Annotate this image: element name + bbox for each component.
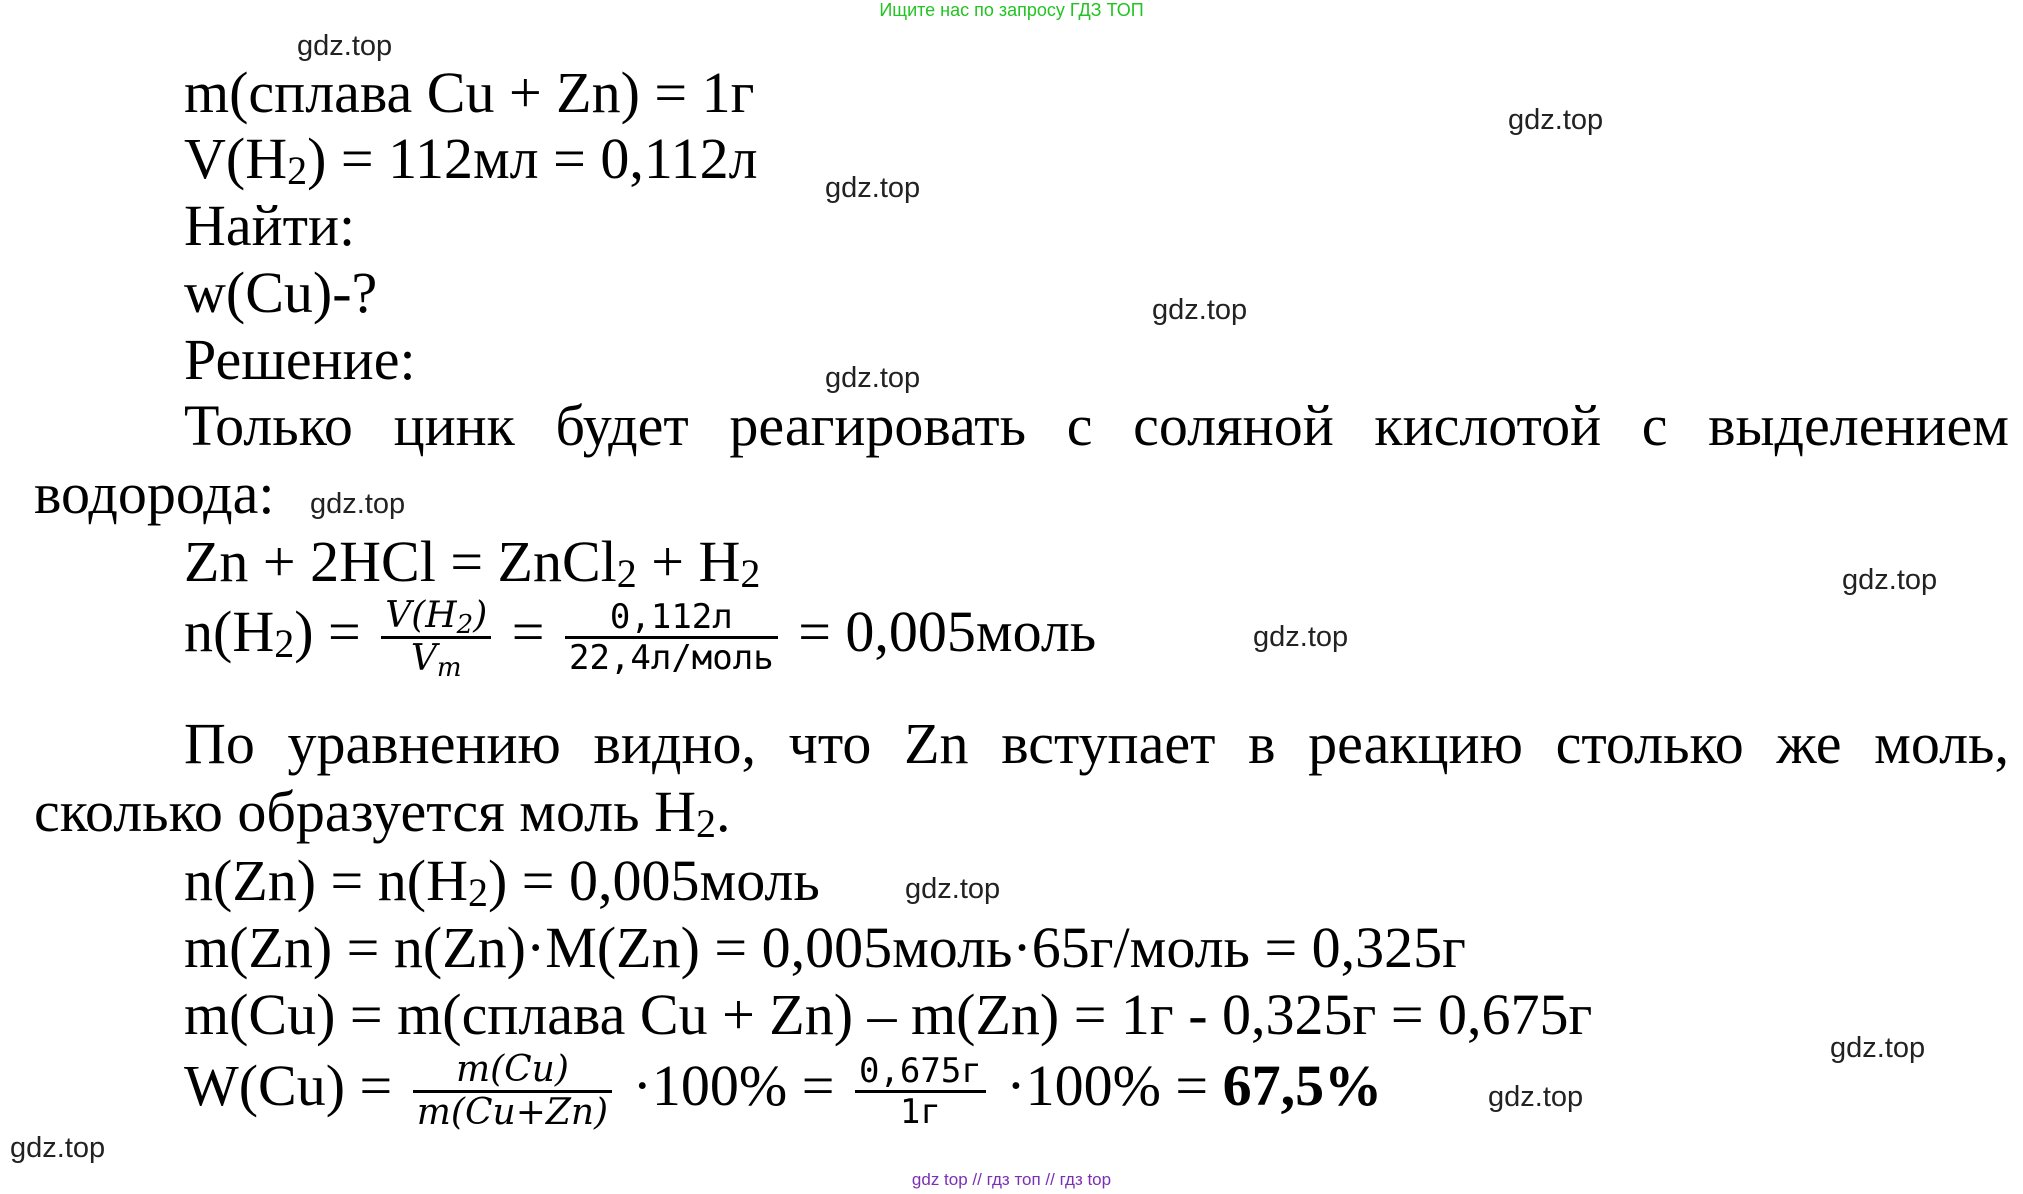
watermark: gdz.top bbox=[1152, 294, 1248, 326]
given-volume: $V(H_2) = 112мл = 0,112л$ bbox=[184, 126, 758, 193]
watermark: gdz.top bbox=[825, 362, 921, 394]
watermark: gdz.top bbox=[825, 172, 921, 204]
watermark: gdz.top bbox=[905, 873, 1001, 905]
watermark: gdz.top bbox=[297, 30, 393, 62]
solution-label: Решение: bbox=[184, 327, 416, 392]
watermark: gdz.top bbox=[310, 488, 406, 520]
find-label: Найти: bbox=[184, 193, 356, 258]
find-value: w(Cu)-? bbox=[184, 260, 378, 325]
fraction-mass-values: $\frac{0,675г}{1г}$ bbox=[855, 1052, 986, 1131]
paragraph-zinc-reacts: Только цинк будет реагировать с соляной кислотой с выделением водорода: bbox=[34, 393, 2009, 526]
given-mass: m(сплава Cu + Zn) = 1г bbox=[184, 60, 755, 125]
fraction-mass-ratio: $\frac{m(Cu)}{m(Cu+Zn)}$ bbox=[413, 1050, 612, 1134]
fraction-volume-values: $\frac{0,112л}{\text{22,4л/моль}}$ bbox=[565, 598, 778, 677]
watermark: gdz.top bbox=[1842, 564, 1938, 596]
n-h2-formula: $n(H_2)$ = $\frac{V(H_2)}{V_m}$ = $\frac{0,112л}{\text{22,4л/моль}}$ = 0,005моль bbox=[184, 595, 1097, 684]
w-cu-formula: W(Cu) = $\frac{m(Cu)}{m(Cu+Zn)}$ ·100% = $\frac{0,675г}{1г}$ ·100% = 67,5% bbox=[184, 1049, 1383, 1134]
watermark: gdz.top bbox=[1508, 104, 1604, 136]
reaction-equation: Zn + 2HCl = ZnCl$_2$ + $H_2$ bbox=[184, 529, 761, 596]
watermark: gdz.top bbox=[1488, 1081, 1584, 1113]
n-zn-line: $n(Zn) = n(H_2)$ = 0,005моль bbox=[184, 848, 820, 915]
watermark: gdz.top bbox=[1830, 1032, 1926, 1064]
paragraph-equation-note: По уравнению видно, что Zn вступает в реакцию столько же моль, сколько образуется моль $H_2$. bbox=[34, 711, 2009, 846]
watermark: gdz.top bbox=[1253, 621, 1349, 653]
watermark: gdz.top bbox=[10, 1132, 106, 1164]
top-banner: Ищите нас по запросу ГДЗ ТОП bbox=[879, 0, 1144, 20]
final-answer: 67,5% bbox=[1222, 1053, 1383, 1119]
m-cu-line: m(Cu) = m(сплава Cu + Zn) – m(Zn) = 1г - 0,325г = 0,675г bbox=[184, 982, 1593, 1047]
bottom-banner: gdz top // гдз топ // гдз top bbox=[911, 1170, 1112, 1189]
m-zn-line: m(Zn) = n(Zn)·M(Zn) = 0,005моль·65г/моль = 0,325г bbox=[184, 915, 1466, 980]
fraction-v-over-vm: $\frac{V(H_2)}{V_m}$ bbox=[381, 596, 491, 680]
